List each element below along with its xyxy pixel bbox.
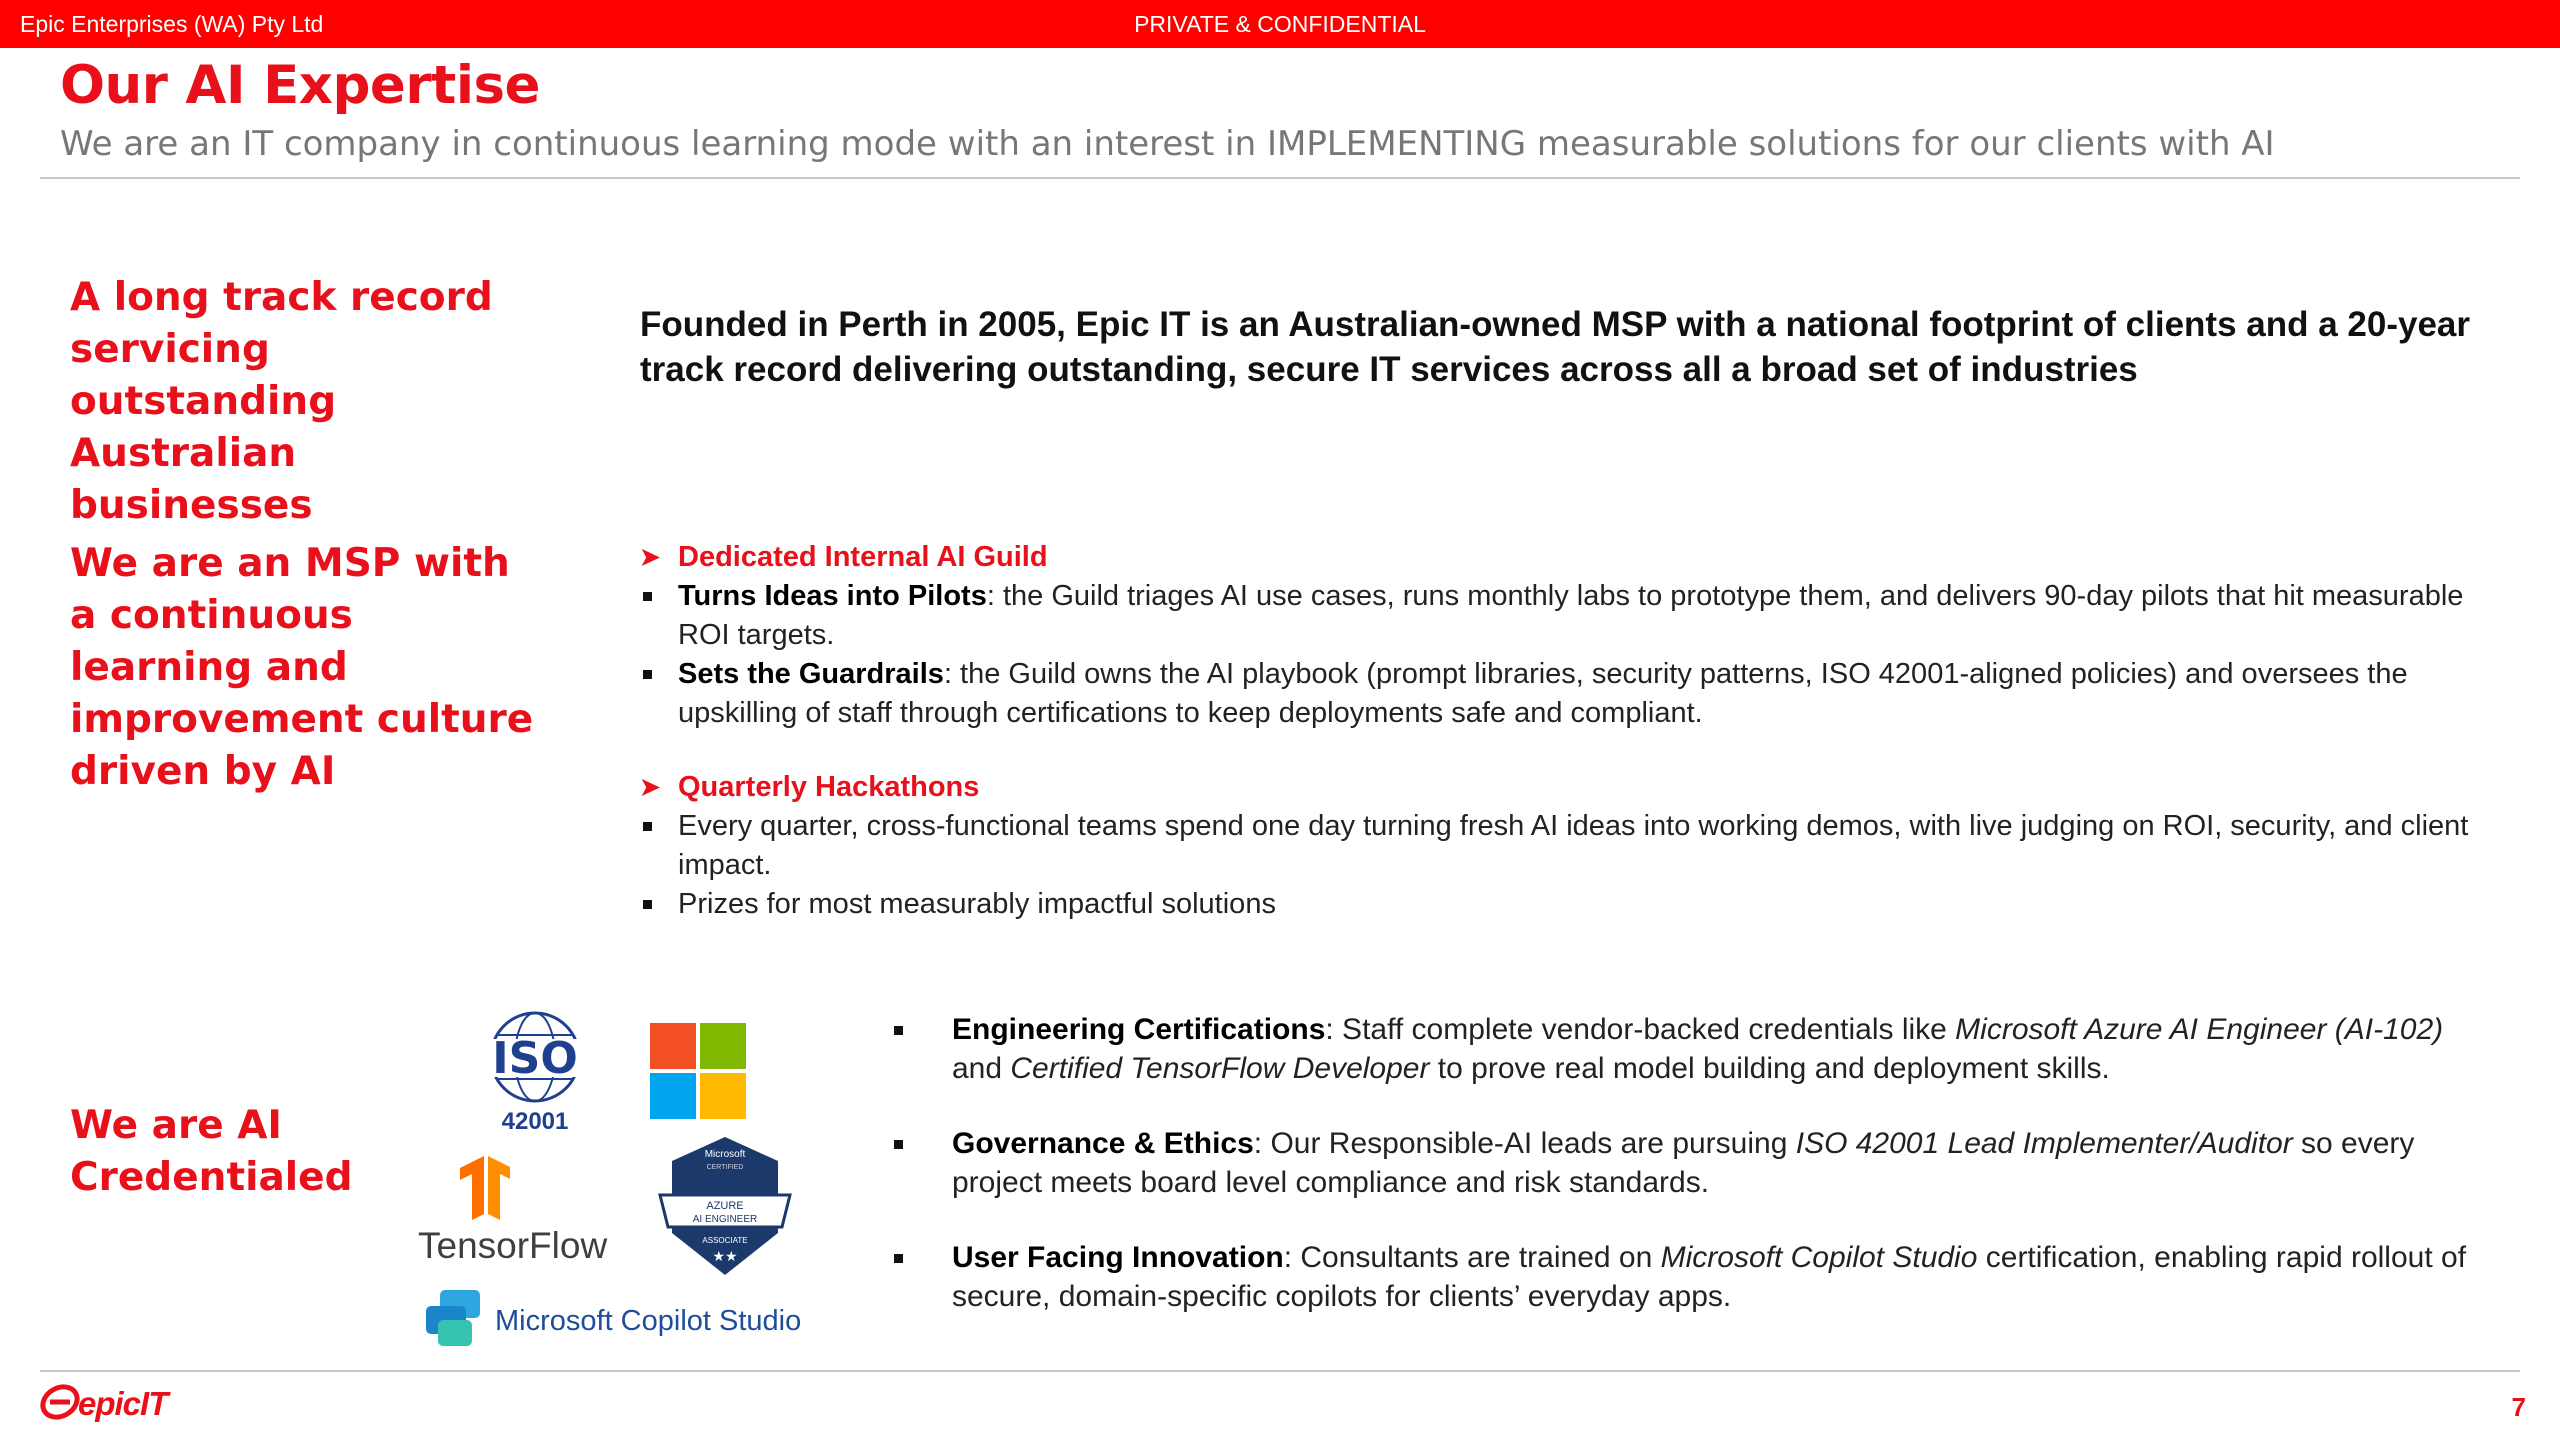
list-item <box>640 577 2490 655</box>
bullet-text: : the Guild owns the AI playbook (prompt libraries, security patterns, ISO 42001-aligned policies) and oversees the upskilling of staff through certifications to keep deployments safe and compliant. <box>678 658 2408 729</box>
tensorflow-wordmark: TensorFlow <box>418 1225 608 1266</box>
iso-42001-logo <box>470 1005 600 1135</box>
svg-text:Microsoft: Microsoft <box>704 1149 746 1160</box>
footer-divider <box>40 1370 2520 1372</box>
ai-guild-title: ➤ Dedicated Internal AI Guild <box>640 538 2490 577</box>
svg-text:ASSOCIATE: ASSOCIATE <box>702 1236 748 1245</box>
credentials-list <box>890 1010 2480 1352</box>
list-item: User Facing Innovation: Consultants are trained on Microsoft Copilot Studio certification, enabling rapid rollout of secure, domain-specific copilots for clients’ everyday apps. <box>890 1238 2480 1316</box>
copilot-studio-icon <box>420 1290 486 1350</box>
list-item: Governance & Ethics: Our Responsible-AI leads are pursuing ISO 42001 Lead Implementer/Auditor so every project meets board level compliance and risk standards. <box>890 1124 2480 1202</box>
tensorflow-icon <box>400 1150 510 1220</box>
hackathons-section <box>640 768 2490 924</box>
arrow-bullet-icon: ➤ <box>640 544 661 571</box>
iso-text: ISO <box>492 1033 578 1084</box>
microsoft-logo <box>650 1023 746 1119</box>
company-intro-text: Founded in Perth in 2005, Epic IT is an Australian-owned MSP with a national footprint of clients and a 20-year track record delivering outstanding, secure IT services across all a broad set of industries <box>640 305 2471 389</box>
copilot-studio-wordmark: Microsoft Copilot Studio <box>495 1305 802 1337</box>
title-divider <box>40 177 2520 179</box>
svg-text:AI ENGINEER: AI ENGINEER <box>692 1214 758 1225</box>
certification-logos <box>400 1005 820 1355</box>
page-number: 7 <box>2511 1392 2526 1422</box>
list-item: Engineering Certifications: Staff complete vendor-backed credentials like Microsoft Azure AI Engineer (AI-102) and Certified TensorFlow Developer to prove real model building and deployment skills. <box>890 1010 2480 1088</box>
credentialed-heading: We are AI Credentialed <box>70 1103 353 1200</box>
list-item: Every quarter, cross-functional teams spend one day turning fresh AI ideas into working demos, with live judging on ROI, security, and client impact. <box>640 807 2490 885</box>
azure-ai-engineer-badge <box>650 1133 800 1283</box>
slide-subtitle: We are an IT company in continuous learning mode with an interest in IMPLEMENTING measurable solutions for our clients with AI <box>60 124 2275 164</box>
bullet-label: Sets the Guardrails <box>678 658 944 690</box>
ai-guild-section <box>640 538 2490 733</box>
bullet-text: : the Guild triages AI use cases, runs monthly labs to prototype them, and delivers 90-day pilots that hit measurable ROI targets. <box>678 580 2464 651</box>
culture-heading: We are an MSP with a continuous learning and improvement culture driven by AI <box>70 541 534 794</box>
company-name: Epic Enterprises (WA) Pty Ltd <box>20 11 324 37</box>
bullet-label: Turns Ideas into Pilots <box>678 580 987 612</box>
header-bar <box>0 0 2560 48</box>
list-item <box>640 655 2490 733</box>
svg-text:CERTIFIED: CERTIFIED <box>706 1164 744 1171</box>
slide-title: Our AI Expertise <box>60 55 540 116</box>
list-item: Prizes for most measurably impactful solutions <box>640 885 2490 924</box>
epicit-logo-icon <box>38 1378 82 1424</box>
track-record-heading: A long track record servicing outstanding Australian businesses <box>70 275 493 528</box>
epicit-logo-text: epicIT <box>78 1385 168 1422</box>
confidential-label: PRIVATE & CONFIDENTIAL <box>1134 11 1426 37</box>
svg-text:AZURE: AZURE <box>706 1200 744 1212</box>
svg-text:★★: ★★ <box>712 1249 738 1265</box>
arrow-bullet-icon: ➤ <box>640 774 661 801</box>
hackathons-title: ➤ Quarterly Hackathons <box>640 768 2490 807</box>
iso-number: 42001 <box>501 1108 569 1135</box>
